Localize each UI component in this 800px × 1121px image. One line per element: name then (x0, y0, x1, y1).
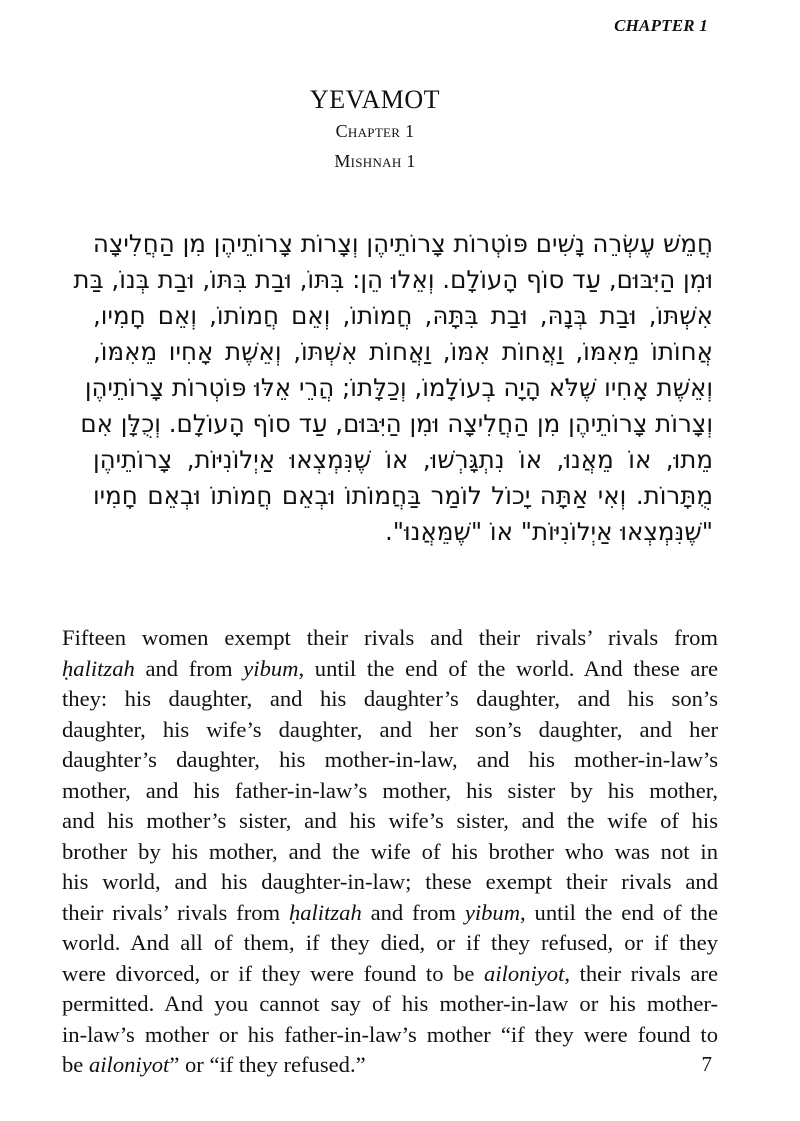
transliterated-term: ailoniyot (484, 960, 565, 986)
hebrew-line: אִשְׁתּוֹ, וּבַת בְּנָהּ, וּבַת בִּתָּהּ, חֲמוֹתוֹ, וְאֵם חֲמוֹתוֹ, וְאֵם חָמִיו, (93, 301, 713, 330)
hebrew-line: אֲחוֹתוֹ מֵאִמּוֹ, וַאֲחוֹת אִמּוֹ, וַאֲחוֹת אִשְׁתּוֹ, וְאֵשֶׁת אָחִיו מֵאִמּוֹ, (93, 337, 713, 366)
hebrew-line: וְאֵשֶׁת אָחִיו שֶׁלֹּא הָיָה בְעוֹלָמוֹ, וְכַלָּתוֹ; הֲרֵי אֵלּוּ פּוֹטְרוֹת צָרוֹתֵיהֶן (84, 373, 713, 402)
hebrew-line: וְצָרוֹת צָרוֹתֵיהֶן מִן הַחֲלִיצָה וּמִן הַיִּבּוּם, עַד סוֹף הָעוֹלָם. וְכֻלָּן אִם (80, 409, 713, 438)
english-line: world. And all of them, if they died, or if they refused, or if they (62, 930, 718, 955)
transliterated-term: ailoniyot (88, 1052, 170, 1077)
hebrew-line: וּמִן הַיִּבּוּם, עַד סוֹף הָעוֹלָם. וְאֵלוּ הֵן: בִּתּוֹ, וּבַת בִּתּוֹ, וּבַת בְּנוֹ, בַּת (73, 265, 713, 294)
english-translation (62, 623, 718, 1081)
english-line: were divorced, or if they were found to be ailoniyot, their rivals are (62, 960, 718, 986)
english-line: daughter, his wife’s daughter, and her son’s daughter, and her (62, 716, 718, 742)
transliterated-term: yibum (464, 899, 521, 925)
hebrew-line: חֲמֵשׁ עֶשְׂרֵה נָשִׁים פּוֹטְרוֹת צָרוֹתֵיהֶן וְצָרוֹת צָרוֹתֵיהֶן מִן הַחֲלִיצָה (92, 229, 713, 258)
english-line: be ailoniyot” or “if they refused.” (62, 1052, 366, 1077)
english-line: mother, and his father-in-law’s mother, his sister by his mother, (62, 777, 718, 803)
mishnah-heading: Mishnah 1 (334, 151, 416, 171)
page-number: 7 (701, 1052, 712, 1076)
english-line: and his mother’s sister, and his wife’s sister, and the wife of his (62, 808, 718, 833)
title-block (0, 84, 750, 176)
chapter-heading: Chapter 1 (335, 121, 415, 141)
english-line: Fifteen women exempt their rivals and their rivals’ rivals from (62, 625, 718, 650)
hebrew-line: "שֶׁנִּמְצְאוּ אַיְלוֹנִיּוֹת" אוֹ "שֶׁמֵּאֲנוּ". (384, 517, 713, 546)
english-line: brother by his mother, and the wife of his brother who was not in (62, 838, 718, 864)
english-line: they: his daughter, and his daughter’s daughter, and his son’s (62, 686, 718, 711)
transliterated-term: ḥalitzah (62, 655, 135, 681)
english-line: permitted. And you cannot say of his mother-in-law or his mother- (62, 991, 718, 1016)
transliterated-term: yibum (243, 655, 299, 681)
transliterated-term: ḥalitzah (288, 899, 362, 925)
english-line: daughter’s daughter, his mother-in-law, and his mother-in-law’s (62, 747, 718, 772)
english-line: in-law’s mother or his father-in-law’s mother “if they were found to (62, 1021, 718, 1047)
hebrew-line: מֵתוּ, אוֹ מֵאֲנוּ, אוֹ נִתְגָּרְשׁוּ, אוֹ שֶׁנִּמְצְאוּ אַיְלוֹנִיּוֹת, צָרוֹתֵיהֶן (93, 445, 713, 474)
tractate-title: YEVAMOT (309, 85, 441, 114)
hebrew-line: מֻתָּרוֹת. וְאִי אַתָּה יָכוֹל לוֹמַר בַּחֲמוֹתוֹ וּבְאֵם חֲמוֹתוֹ וּבְאֵם חָמִיו (93, 481, 713, 510)
hebrew-mishnah-text (73, 226, 713, 550)
english-line: ḥalitzah and from yibum, until the end of the world. And these are (62, 655, 718, 681)
running-head: CHAPTER 1 (614, 16, 708, 35)
english-line: his world, and his daughter-in-law; these exempt their rivals and (62, 869, 718, 894)
english-line: their rivals’ rivals from ḥalitzah and from yibum, until the end of the (62, 899, 718, 925)
